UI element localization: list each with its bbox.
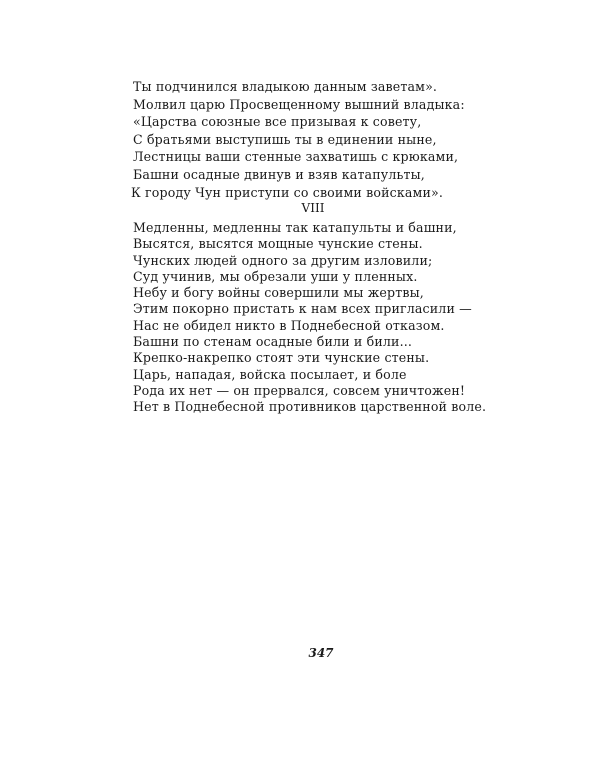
poem-line: Этим покорно пристать к нам всех пригласили — [133,301,472,317]
poem-line: Нет в Поднебесной противников царственной воле. [133,399,487,415]
poem-line: Небу и богу войны совершили мы жертвы, [133,285,424,301]
poem-line: Башни по стенам осадные били и били... [133,334,413,350]
poem-line: Чунских людей одного за другим изловили; [133,252,433,268]
poem-line: Рода их нет — он прервался, совсем уничтожен! [133,382,466,398]
poem-line: К городу Чун приступи со своими войсками». [131,184,443,200]
poem-line: Молвил царю Просвещенному вышний владыка: [133,96,465,112]
poem-stanza-1 [133,78,465,201]
poem-line: Башни осадные двинув и взяв катапульты, [133,166,425,182]
poem-line: Медленны, медленны так катапульты и башни, [133,220,457,235]
poem-line: «Царства союзные все призывая к совету, [133,114,422,130]
poem-line: Лестницы ваши стенные захватишь с крюками, [133,149,459,165]
poem-stanza-2 [133,220,486,416]
poem-line: С братьями выступишь ты в единении ныне, [133,131,437,147]
poem-line: Высятся, высятся мощные чунские стены. [133,236,423,252]
poem-line: Крепко-накрепко стоят эти чунские стены. [133,350,430,366]
poem-line: Царь, нападая, войска посылает, и боле [133,366,407,382]
page-number: 347 [308,646,334,660]
poem-line: Ты подчинился владыкою данным заветам». [133,79,438,94]
poem-line: Суд учинив, мы обрезали уши у пленных. [133,268,418,284]
poem-line: Нас не обидел никто в Поднебесной отказом. [133,317,445,333]
section-heading: VIII [301,201,325,215]
